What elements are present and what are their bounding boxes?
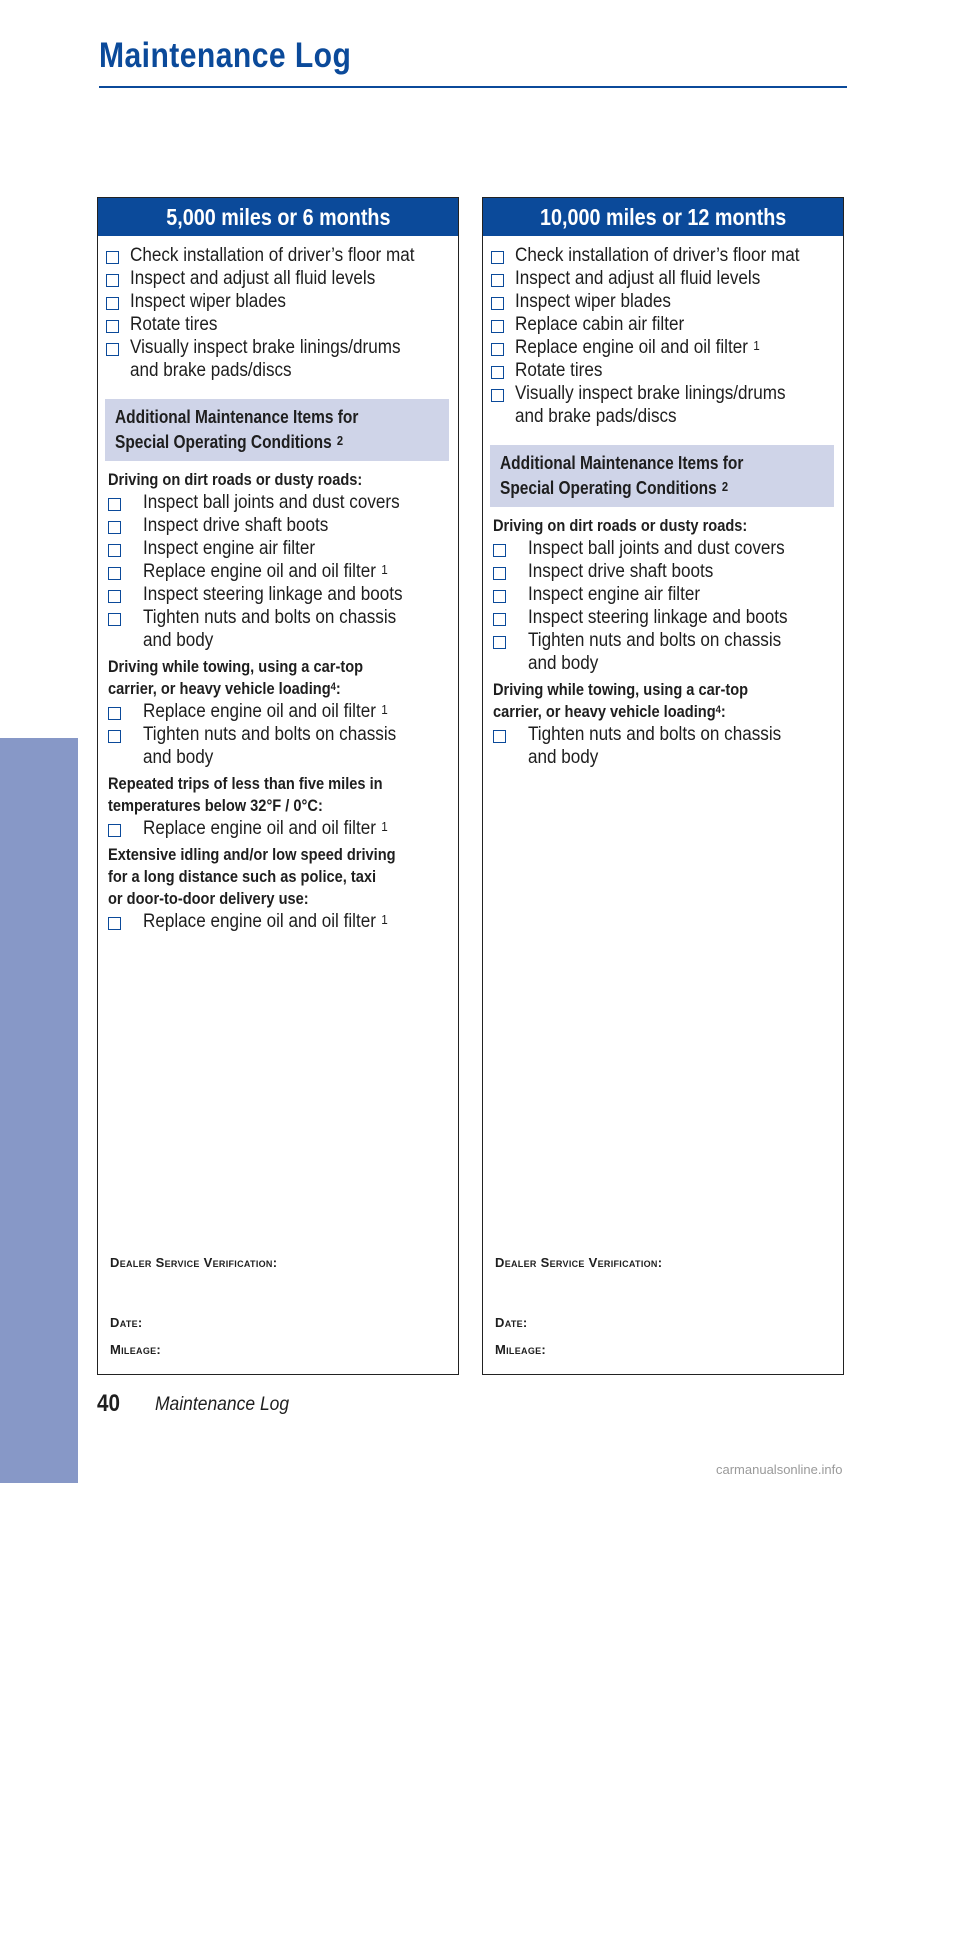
checkbox[interactable]	[108, 521, 121, 534]
watermark: carmanualsonline.info	[716, 1462, 843, 1477]
additional-items-heading: Additional Maintenance Items for	[115, 407, 359, 427]
checklist-item-text: Inspect and adjust all fluid levels	[130, 268, 376, 289]
checkbox[interactable]	[491, 389, 504, 402]
column-10000-miles	[482, 197, 844, 1375]
checklist-item-text: Inspect and adjust all fluid levels	[515, 268, 761, 289]
checkbox[interactable]	[106, 251, 119, 264]
checklist-item-text: Tighten nuts and bolts on chassis	[528, 630, 782, 651]
checkbox[interactable]	[108, 917, 121, 930]
checkbox[interactable]	[108, 613, 121, 626]
footnote-ref: 1	[381, 819, 388, 834]
checklist-item	[104, 514, 458, 537]
checklist-item	[489, 629, 843, 675]
checklist-item-continuation: and brake pads/discs	[515, 406, 677, 427]
checklist-item-continuation: and brake pads/discs	[130, 360, 292, 381]
checklist-item	[104, 537, 458, 560]
checklist-item-text: Inspect steering linkage and boots	[143, 584, 403, 605]
checkbox[interactable]	[491, 274, 504, 287]
date-label: Date:	[495, 1315, 528, 1330]
checklist-item	[489, 560, 843, 583]
checklist-item-text: Replace engine oil and oil filter $^1$	[143, 911, 388, 932]
checklist-item-continuation: and body	[143, 630, 214, 651]
checklist-item	[104, 910, 458, 933]
additional-items-heading: Special Operating Conditions $^2$	[115, 432, 344, 452]
additional-items-heading: Additional Maintenance Items for	[500, 453, 744, 473]
checkbox[interactable]	[491, 320, 504, 333]
date-label: Date:	[110, 1315, 143, 1330]
checkbox[interactable]	[106, 274, 119, 287]
checklist-item	[489, 290, 843, 313]
mileage-label: Mileage:	[110, 1342, 162, 1357]
checklist-item-text: Inspect ball joints and dust covers	[143, 492, 400, 513]
checklist-item-continuation: and body	[143, 747, 214, 768]
checkbox[interactable]	[108, 730, 121, 743]
column-5000-miles	[97, 197, 459, 1375]
footnote-ref: 2	[336, 433, 344, 448]
checklist-item	[489, 336, 843, 359]
checklist-item	[104, 290, 458, 313]
condition-heading: Repeated trips of less than five miles in temperatures below 32°F / 0°C:	[108, 774, 383, 815]
checklist-item	[104, 244, 458, 267]
checkbox[interactable]	[493, 636, 506, 649]
checklist-item	[104, 606, 458, 652]
checklist-item-text: Inspect steering linkage and boots	[528, 607, 788, 628]
condition-heading: Driving on dirt roads or dusty roads:	[108, 470, 363, 489]
additional-items-panel	[490, 445, 834, 507]
checkbox[interactable]	[108, 498, 121, 511]
checkbox[interactable]	[491, 297, 504, 310]
checkbox[interactable]	[108, 567, 121, 580]
checklist-item	[489, 267, 843, 290]
checkbox[interactable]	[108, 707, 121, 720]
checklist-item-text: Inspect wiper blades	[515, 291, 671, 312]
checklist-item	[104, 491, 458, 514]
checklist-item-text: Check installation of driver’s floor mat	[515, 245, 800, 266]
footnote-ref: 2	[721, 479, 729, 494]
additional-items-heading: Special Operating Conditions $^2$	[500, 478, 729, 498]
column-body	[98, 236, 458, 933]
checklist-item-text: Replace engine oil and oil filter $^1$	[515, 337, 760, 358]
footer-title: Maintenance Log	[155, 1394, 290, 1415]
checkbox[interactable]	[491, 366, 504, 379]
checklist-item-text: Inspect wiper blades	[130, 291, 286, 312]
checklist-item-text: Rotate tires	[130, 314, 218, 335]
footnote-ref: 1	[381, 562, 388, 577]
checklist-item-text: Visually inspect brake linings/drums	[130, 337, 401, 358]
checklist-item	[489, 583, 843, 606]
column-body	[483, 236, 843, 769]
checklist-item	[489, 723, 843, 769]
checklist-item	[104, 267, 458, 290]
checkbox[interactable]	[491, 343, 504, 356]
checkbox[interactable]	[493, 544, 506, 557]
checkbox[interactable]	[493, 730, 506, 743]
column-header: 5,000 miles or 6 months	[98, 198, 458, 236]
checklist-item-text: Tighten nuts and bolts on chassis	[143, 607, 397, 628]
checklist-item	[489, 606, 843, 629]
checklist-item-text: Replace engine oil and oil filter $^1$	[143, 701, 388, 722]
checklist-item	[489, 244, 843, 267]
checklist-item-text: Inspect drive shaft boots	[143, 515, 329, 536]
checkbox[interactable]	[493, 590, 506, 603]
checkbox[interactable]	[108, 544, 121, 557]
checkbox[interactable]	[106, 343, 119, 356]
checklist-item-text: Inspect ball joints and dust covers	[528, 538, 785, 559]
checklist-item-text: Tighten nuts and bolts on chassis	[143, 724, 397, 745]
checklist-item	[104, 313, 458, 336]
checklist-item-text: Inspect engine air filter	[143, 538, 316, 559]
side-tab	[0, 738, 78, 1952]
checkbox[interactable]	[108, 590, 121, 603]
page-title: Maintenance Log	[99, 36, 352, 75]
checkbox[interactable]	[493, 567, 506, 580]
checklist-item	[104, 560, 458, 583]
checklist-item	[489, 313, 843, 336]
checkbox[interactable]	[106, 297, 119, 310]
checklist-item	[104, 700, 458, 723]
checklist-item-continuation: and body	[528, 747, 599, 768]
footnote-ref: 1	[381, 912, 388, 927]
checklist-item	[104, 336, 458, 382]
side-tab-label: MAINTENANCE	[23, 1737, 54, 1952]
footnote-ref: 4	[715, 704, 721, 716]
checklist-item	[489, 537, 843, 560]
checklist-item-text: Replace cabin air filter	[515, 314, 685, 335]
checklist-item-text: Inspect drive shaft boots	[528, 561, 714, 582]
page-number: 40	[97, 1390, 120, 1417]
checklist-item	[104, 583, 458, 606]
condition-heading: Driving while towing, using a car-top carrier, or heavy vehicle loading$^4$:	[108, 657, 364, 698]
title-rule	[99, 86, 847, 88]
footnote-ref: 1	[753, 338, 760, 353]
footnote-ref: 1	[381, 702, 388, 717]
additional-items-panel	[105, 399, 449, 461]
checkbox[interactable]	[108, 824, 121, 837]
checklist-item	[104, 723, 458, 769]
checklist-item-text: Inspect engine air filter	[528, 584, 701, 605]
checklist-item-text: Check installation of driver’s floor mat	[130, 245, 415, 266]
checklist-item-text: Tighten nuts and bolts on chassis	[528, 724, 782, 745]
checkbox[interactable]	[493, 613, 506, 626]
checklist-item-text: Replace engine oil and oil filter $^1$	[143, 561, 388, 582]
checkbox[interactable]	[106, 320, 119, 333]
footnote-ref: 4	[330, 681, 336, 693]
checklist-item	[489, 359, 843, 382]
dealer-service-verification: Dealer Service Verification:	[495, 1255, 663, 1270]
checklist-item	[104, 817, 458, 840]
condition-heading: Extensive idling and/or low speed driving for a long distance such as police, taxi or door-to-door delivery use:	[108, 845, 396, 908]
mileage-label: Mileage:	[495, 1342, 547, 1357]
checklist-item-text: Visually inspect brake linings/drums	[515, 383, 786, 404]
column-header: 10,000 miles or 12 months	[483, 198, 843, 236]
checklist-item	[489, 382, 843, 428]
checklist-item-text: Rotate tires	[515, 360, 603, 381]
dealer-service-verification: Dealer Service Verification:	[110, 1255, 278, 1270]
checkbox[interactable]	[491, 251, 504, 264]
checklist-item-continuation: and body	[528, 653, 599, 674]
condition-heading: Driving while towing, using a car-top carrier, or heavy vehicle loading$^4$:	[493, 680, 749, 721]
condition-heading: Driving on dirt roads or dusty roads:	[493, 516, 748, 535]
checklist-item-text: Replace engine oil and oil filter $^1$	[143, 818, 388, 839]
